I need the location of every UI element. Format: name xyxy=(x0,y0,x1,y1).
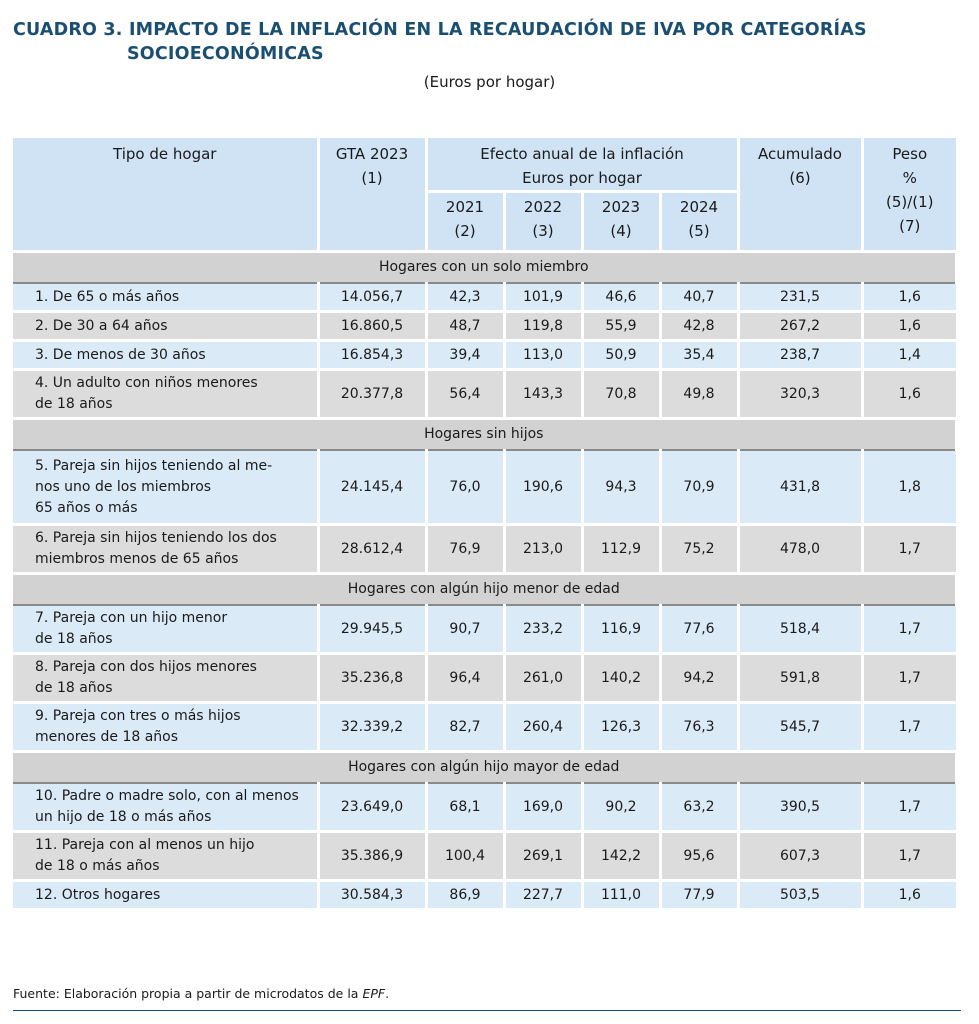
cell-value: 116,9 xyxy=(582,605,660,654)
row-label xyxy=(13,312,318,341)
cell-value: 46,6 xyxy=(582,283,660,312)
row-label-line: de 18 años xyxy=(35,680,113,696)
table-row xyxy=(13,525,956,574)
title-line-2: SOCIOECONÓMICAS xyxy=(127,44,324,64)
row-label-line: 9. Pareja con tres o más hijos xyxy=(35,708,241,724)
cell-value: 143,3 xyxy=(504,370,582,419)
header-year-2021 xyxy=(426,192,504,252)
row-label-line: 6. Pareja sin hijos teniendo los dos xyxy=(35,530,277,546)
table-title xyxy=(13,18,963,66)
row-label-line: 4. Un adulto con niños menores xyxy=(35,375,258,391)
table-row xyxy=(13,832,956,881)
cell-value: 261,0 xyxy=(504,654,582,703)
cell-value: 1,7 xyxy=(862,783,956,832)
cell-value: 267,2 xyxy=(738,312,862,341)
cell-value: 35.236,8 xyxy=(318,654,426,703)
section-title: Hogares con algún hijo mayor de edad xyxy=(13,752,956,784)
header-year-2022 xyxy=(504,192,582,252)
cell-value: 56,4 xyxy=(426,370,504,419)
header-acumulado-num: (6) xyxy=(789,169,811,187)
cell-value: 50,9 xyxy=(582,341,660,370)
row-label-line: menores de 18 años xyxy=(35,729,179,745)
row-label xyxy=(13,832,318,881)
cell-value: 28.612,4 xyxy=(318,525,426,574)
table-row xyxy=(13,341,956,370)
year-num: (2) xyxy=(454,222,476,240)
header-year-2023 xyxy=(582,192,660,252)
table-body xyxy=(13,252,956,910)
cell-value: 77,6 xyxy=(660,605,738,654)
row-label-line: 10. Padre o madre solo, con al menos xyxy=(35,788,299,804)
cell-value: 545,7 xyxy=(738,703,862,752)
cell-value: 55,9 xyxy=(582,312,660,341)
table-row xyxy=(13,654,956,703)
table-row xyxy=(13,703,956,752)
header-efecto-line2: Euros por hogar xyxy=(522,169,642,187)
cell-value: 1,8 xyxy=(862,450,956,525)
row-label-line: nos uno de los miembros xyxy=(35,478,212,495)
source-end: . xyxy=(385,986,390,1001)
cell-value: 76,3 xyxy=(660,703,738,752)
row-label xyxy=(13,341,318,370)
cell-value: 23.649,0 xyxy=(318,783,426,832)
cell-value: 1,7 xyxy=(862,654,956,703)
header-efecto-line1: Efecto anual de la inflación xyxy=(480,145,684,163)
header-gta-num: (1) xyxy=(361,169,383,187)
section-row xyxy=(13,419,956,451)
row-label-line: un hijo de 18 o más años xyxy=(35,809,212,825)
table-row xyxy=(13,450,956,525)
section-title: Hogares con un solo miembro xyxy=(13,252,956,284)
cell-value: 213,0 xyxy=(504,525,582,574)
cell-value: 1,4 xyxy=(862,341,956,370)
table-row xyxy=(13,605,956,654)
cell-value: 63,2 xyxy=(660,783,738,832)
row-label-line: de 18 o más años xyxy=(35,858,160,874)
cell-value: 94,3 xyxy=(582,450,660,525)
cell-value: 190,6 xyxy=(504,450,582,525)
cell-value: 100,4 xyxy=(426,832,504,881)
header-peso xyxy=(862,138,956,252)
cell-value: 20.377,8 xyxy=(318,370,426,419)
cell-value: 30.584,3 xyxy=(318,881,426,910)
title-line-1: CUADRO 3. IMPACTO DE LA INFLACIÓN EN LA RECAUDACIÓN DE IVA POR CATEGORÍAS xyxy=(13,20,867,40)
row-label-line: miembros menos de 65 años xyxy=(35,551,239,567)
row-label xyxy=(13,283,318,312)
cell-value: 42,8 xyxy=(660,312,738,341)
year-label: 2023 xyxy=(601,198,641,216)
row-label-line: 7. Pareja con un hijo menor xyxy=(35,610,228,626)
cell-value: 75,2 xyxy=(660,525,738,574)
cell-value: 1,7 xyxy=(862,605,956,654)
cell-value: 478,0 xyxy=(738,525,862,574)
row-label xyxy=(13,370,318,419)
cell-value: 39,4 xyxy=(426,341,504,370)
source-emph: EPF xyxy=(362,986,386,1001)
cell-value: 126,3 xyxy=(582,703,660,752)
section-row xyxy=(13,252,956,284)
header-gta-label: GTA 2023 xyxy=(335,145,409,163)
cell-value: 35,4 xyxy=(660,341,738,370)
table-header xyxy=(13,138,956,252)
year-num: (5) xyxy=(688,222,710,240)
row-label-line: 2. De 30 a 64 años xyxy=(35,317,168,334)
year-label: 2021 xyxy=(445,198,485,216)
cell-value: 16.854,3 xyxy=(318,341,426,370)
header-year-2024 xyxy=(660,192,738,252)
cell-value: 113,0 xyxy=(504,341,582,370)
cell-value: 269,1 xyxy=(504,832,582,881)
table-row xyxy=(13,370,956,419)
row-label xyxy=(13,525,318,574)
row-label-line: de 18 años xyxy=(35,396,113,412)
cell-value: 76,0 xyxy=(426,450,504,525)
cell-value: 238,7 xyxy=(738,341,862,370)
cell-value: 231,5 xyxy=(738,283,862,312)
header-efecto xyxy=(426,138,738,192)
section-row xyxy=(13,574,956,606)
cell-value: 70,9 xyxy=(660,450,738,525)
cell-value: 320,3 xyxy=(738,370,862,419)
footer-rule xyxy=(13,1010,961,1011)
cell-value: 101,9 xyxy=(504,283,582,312)
cell-value: 77,9 xyxy=(660,881,738,910)
row-label-line: 11. Pareja con al menos un hijo xyxy=(35,837,255,853)
year-label: 2024 xyxy=(679,198,719,216)
row-label-line: 65 años o más xyxy=(35,499,138,516)
cell-value: 140,2 xyxy=(582,654,660,703)
cell-value: 1,7 xyxy=(862,525,956,574)
table-row xyxy=(13,312,956,341)
cell-value: 86,9 xyxy=(426,881,504,910)
row-label xyxy=(13,605,318,654)
cell-value: 90,7 xyxy=(426,605,504,654)
cell-value: 431,8 xyxy=(738,450,862,525)
cell-value: 503,5 xyxy=(738,881,862,910)
row-label-line: 1. De 65 o más años xyxy=(35,288,180,305)
table-row xyxy=(13,283,956,312)
row-label xyxy=(13,783,318,832)
cell-value: 169,0 xyxy=(504,783,582,832)
section-title: Hogares con algún hijo menor de edad xyxy=(13,574,956,606)
header-acumulado xyxy=(738,138,862,252)
source-note xyxy=(13,986,389,1001)
cell-value: 112,9 xyxy=(582,525,660,574)
cell-value: 1,7 xyxy=(862,703,956,752)
row-label-line: 3. De menos de 30 años xyxy=(35,346,206,363)
cell-value: 24.145,4 xyxy=(318,450,426,525)
cell-value: 1,6 xyxy=(862,312,956,341)
cell-value: 94,2 xyxy=(660,654,738,703)
cell-value: 82,7 xyxy=(426,703,504,752)
cell-value: 16.860,5 xyxy=(318,312,426,341)
cell-value: 591,8 xyxy=(738,654,862,703)
header-peso-line3: (5)/(1) xyxy=(885,193,934,211)
cell-value: 40,7 xyxy=(660,283,738,312)
year-num: (4) xyxy=(610,222,632,240)
cell-value: 90,2 xyxy=(582,783,660,832)
cell-value: 32.339,2 xyxy=(318,703,426,752)
source-text: Fuente: Elaboración propia a partir de microdatos de la xyxy=(13,986,363,1001)
cell-value: 29.945,5 xyxy=(318,605,426,654)
cell-value: 1,6 xyxy=(862,283,956,312)
table-subtitle: (Euros por hogar) xyxy=(423,73,556,91)
section-row xyxy=(13,752,956,784)
row-label xyxy=(13,703,318,752)
cell-value: 233,2 xyxy=(504,605,582,654)
cell-value: 607,3 xyxy=(738,832,862,881)
header-peso-line4: (7) xyxy=(899,217,921,235)
cell-value: 1,6 xyxy=(862,370,956,419)
header-gta xyxy=(318,138,426,252)
year-label: 2022 xyxy=(523,198,563,216)
cell-value: 260,4 xyxy=(504,703,582,752)
header-peso-line2: % xyxy=(902,169,917,187)
cell-value: 142,2 xyxy=(582,832,660,881)
cell-value: 1,7 xyxy=(862,832,956,881)
header-peso-line1: Peso xyxy=(892,145,928,163)
row-label xyxy=(13,881,318,910)
cell-value: 95,6 xyxy=(660,832,738,881)
table-row xyxy=(13,783,956,832)
row-label xyxy=(13,654,318,703)
cell-value: 76,9 xyxy=(426,525,504,574)
cell-value: 96,4 xyxy=(426,654,504,703)
cell-value: 111,0 xyxy=(582,881,660,910)
cell-value: 390,5 xyxy=(738,783,862,832)
table-row xyxy=(13,881,956,910)
row-label-line: 5. Pareja sin hijos teniendo al me- xyxy=(35,457,273,474)
year-num: (3) xyxy=(532,222,554,240)
row-label-line: de 18 años xyxy=(35,631,113,647)
section-title: Hogares sin hijos xyxy=(13,419,956,451)
cell-value: 68,1 xyxy=(426,783,504,832)
row-label-line: 12. Otros hogares xyxy=(35,886,161,903)
header-acumulado-label: Acumulado xyxy=(758,145,842,163)
row-label-line: 8. Pareja con dos hijos menores xyxy=(35,659,257,675)
header-tipo: Tipo de hogar xyxy=(13,138,318,252)
cell-value: 227,7 xyxy=(504,881,582,910)
data-table xyxy=(13,138,958,911)
cell-value: 14.056,7 xyxy=(318,283,426,312)
cell-value: 42,3 xyxy=(426,283,504,312)
row-label xyxy=(13,450,318,525)
cell-value: 48,7 xyxy=(426,312,504,341)
cell-value: 70,8 xyxy=(582,370,660,419)
cell-value: 49,8 xyxy=(660,370,738,419)
cell-value: 518,4 xyxy=(738,605,862,654)
cell-value: 1,6 xyxy=(862,881,956,910)
cell-value: 119,8 xyxy=(504,312,582,341)
cell-value: 35.386,9 xyxy=(318,832,426,881)
